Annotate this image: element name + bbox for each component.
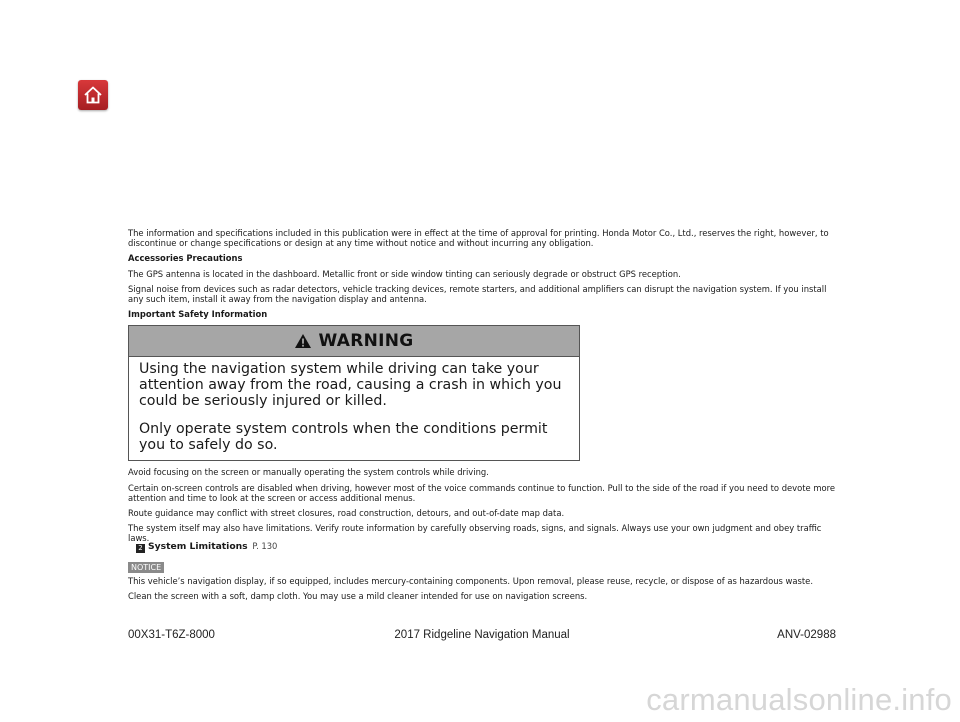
warning-text: Only operate system controls when the conditions permit you to safely do so. (139, 421, 548, 454)
warning-text: Using the navigation system while driving can take your attention away from the road, causing a crash in which you could be seriously injured or killed. (139, 361, 562, 410)
home-icon (82, 84, 104, 106)
warning-title: WARNING (318, 331, 414, 352)
cross-reference-link[interactable] (128, 541, 836, 553)
accessories-paragraph: Signal noise from devices such as radar detectors, vehicle tracking devices, remote starters, and additional amplifiers can disrupt the navigation system. If you install any such item, install it away from the navigation display and antenna. (128, 283, 827, 305)
safety-paragraph: Certain on-screen controls are disabled when driving, however most of the voice commands continue to function. Pull to the side of the road if you need to devote more attention and time to look at the screen or access additional menus. (128, 482, 836, 503)
warning-header (129, 326, 579, 357)
warning-triangle-icon (294, 333, 312, 349)
footer-manual-title: 2017 Ridgeline Navigation Manual (394, 629, 570, 641)
footer-doc-code: 00X31-T6Z-8000 (128, 629, 215, 641)
safety-heading: Important Safety Information (128, 309, 268, 320)
notice-text: Clean the screen with a soft, damp cloth. You may use a mild cleaner intended for use on navigation screens. (128, 590, 588, 601)
xref-title[interactable]: System Limitations (148, 540, 248, 552)
accessories-heading: Accessories Precautions (128, 253, 243, 264)
home-button[interactable] (78, 80, 108, 110)
disclaimer-text: The information and specifications included in this publication were in effect at the time of approval for printing. Honda Motor Co., Ltd., reserves the right, however, to discontinue or change specifications or design at any time without notice and without incurring any obligation. (128, 228, 829, 249)
watermark: carmanualsonline.info (646, 682, 952, 717)
xref-arrow-icon: 2 (136, 544, 145, 553)
footer-page-code: ANV-02988 (777, 629, 836, 641)
safety-paragraph: Route guidance may conflict with street closures, road construction, detours, and out-of-date map data. (128, 508, 565, 519)
accessories-paragraph: The GPS antenna is located in the dashboard. Metallic front or side window tinting can seriously degrade or obstruct GPS reception. (128, 268, 681, 279)
notice-badge: NOTICE (128, 562, 164, 573)
safety-paragraph: Avoid focusing on the screen or manually operating the system controls while driving. (128, 467, 489, 478)
warning-box (128, 325, 580, 461)
page-content (128, 228, 836, 606)
xref-page[interactable]: P. 130 (252, 540, 278, 551)
notice-text: This vehicle’s navigation display, if so equipped, includes mercury-containing components. Upon removal, please reuse, recycle, or dispose of as hazardous waste. (128, 575, 813, 586)
page-footer (128, 629, 836, 643)
safety-paragraph: The system itself may also have limitations. Verify route information by carefully observing roads, signs, and signals. Always use your own judgment and obey traffic laws. (128, 523, 822, 544)
warning-body (129, 357, 579, 460)
